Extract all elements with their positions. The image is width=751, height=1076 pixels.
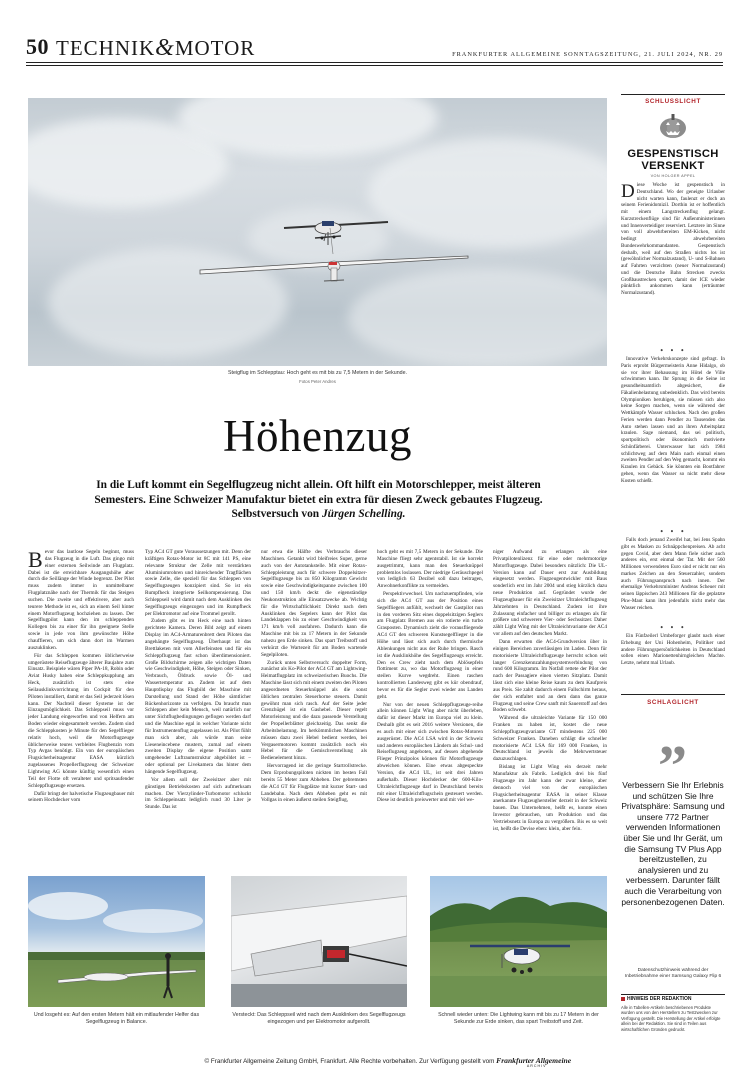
hinweis-rule bbox=[621, 994, 725, 995]
paragraph: iese Woche ist gespenstisch in Deutschland. Wo der geneigte Urlauber nicht warten kann, faulenzt er doch an seinem Ferienidomizil. Dorthin ist er hoffentlich mit einem Langstreckenflug gelangt. Kurzstreckenflüge sind für Außenministerinnen und Innenverteidiger reserviert. Letztere im Sinne von voll abwehrbereiten EM-Kicken, nicht bedingt abwehrbereiten Bundeswehrkommandanten. Gespenstisch deshalb, weil auf den Straßen nichts los ist (gewöhnlicher Normalzustand), U- und S-Bahnen auf Fahrten verzichten (neuer Normalzustand) und die Deutsche Bahn Strecken zwecks Großbaustrecken sperrt, damit der ICE wieder pünktlich ankommen kann (erträumter Normalzustand). bbox=[621, 182, 725, 296]
drop-cap: B bbox=[28, 549, 43, 572]
quote-icon: „ bbox=[658, 703, 688, 768]
paragraph: Falls doch jemand Zweifel hat, bei Jens Spahn gibt es Masken zu Schnäppchenpreisen. Ab acht gegen Covid, aber dem Mann fiele sicher auch anderes ein, erst einmal der Tat. Mit der 560 Millionen verwendeten Euro sind er nicht nur ein markes Zeichen an den Steuerzahler, sondern auch Führungsanspruch nach innen. Der ehemalige Verkehrsminister Andreas Scheuer mit seinen läppischen 243 Millionen für die geplatzte Pkw-Maut kann ihm jedenfalls nicht mehr das Wasser reichen. bbox=[621, 537, 725, 611]
article-teaser bbox=[70, 478, 567, 522]
footer-text: © Frankfurter Allgemeine Zeitung GmbH, Frankfurt. Alle Rechte vorbehalten. Zur Verfügung gestellt vom bbox=[204, 1058, 495, 1065]
tow-hook-graphic bbox=[231, 876, 407, 1007]
paragraph: hoch geht es mit 7,5 Metern in der Sekunde. Die Maschine fliegt sehr agentstabil. Ist sie korrekt ausgetrimmt, kann man den Steuerknüppel problemlos loslassen. Der niedrige Geräuschpegel von lediglich 63 Dezibel soll dazu beitragen, Anwohnerkonflikte zu vermeiden. bbox=[377, 549, 483, 590]
paragraph: Ein Fünfzeilerl Umbeforger glaubt nach einer Erhebung der Uni Hohenheim, Politiker und andere Führungspersönlichkeiten in Deutschland sollen einen Marionettenhirngleichen Machte. Letzte, nehmt mal Urlaub. bbox=[621, 633, 725, 666]
sidebar-rule bbox=[621, 94, 725, 95]
sidebar-column-c bbox=[621, 537, 725, 625]
paragraph: Zurück unten Selbstversuch: doppelter Form, zunächst als Ko-Pilot der AC4 GT am Lightwing-Heimatflugplatz im schweizerischen Buochs. Die Maschine lässt sich mit einem zweiten den Piloten angeordneten Steuerknüppel als die sonst üblichen zentralen Steuerhorne steuern. Damit gewöhnt man sich rasch. Auf der Seite jeder Grenzhügel ist ein Gashebel. Dieser regelt Motorleistung und die dazu passende Verstellung der Propellerblätter gleichzeitig. Das senkt die Arbeitsbelastung. Im herkömmlichen Maschinen müssen dazu zwei Hebel bedient werden, bei Vergasermotoren kommt zusätzlich noch ein Hebel für die Gemischverstellung als Bedienelement hinzu. bbox=[261, 659, 367, 762]
schlaglicht-source: Datenschutzhinweis während der Inbetriebnahme einer Samsung Galaxy Flip 6 bbox=[624, 968, 722, 979]
header-rule-thin bbox=[26, 65, 723, 66]
article-headline: Höhenzug bbox=[223, 411, 412, 461]
schlaglicht-kicker: SCHLAGLICHT bbox=[647, 699, 699, 706]
header-rule bbox=[26, 62, 723, 63]
photo-glider-launch bbox=[28, 876, 205, 1007]
separator: • • • bbox=[659, 347, 687, 355]
separator: • • • bbox=[659, 624, 687, 632]
teaser-lead: In die Luft kommt ein Segelflugzeug nicht allein. Oft hilft ein Motorschlepper, meist älteren Semesters. Eine Schweizer Manufaktur bietet ein extra für diesen Zweck gebautes Flugzeug. Selbstversuch von bbox=[94, 479, 543, 521]
photo-caption: Schnell wieder unten: Die Lightwing kann mit bis zu 17 Metern in der Sekunde zur Erde sinken, das spart Treibstoff und Zeit. bbox=[438, 1012, 599, 1025]
paragraph: Innovative Verkehrskonzepte sind gefragt. In Paris erprobt Bürgermeisterin Anne Hidalgo, ob sie vor ihrer Behausung im Hôtel de Ville schwimmen kann. Ihr Sprung in die Seine ist gesundheitsamtlich abgesichert, die Fäkalienbelastung unbedenklich. Das wird bereits Olympioniken beruhigen, sie müssen sich also keine Sorgen machen, wenn sie während der Wettkämpfe Wasser schlucken. Nach den großen Ferien werden dann Pendler zu Tausenden das Auto stehen lassen und an ihren Arbeitsplatz kraulen. Sage niemand, das sei politisch, sportpolitisch oder ökonomisch motivierte Schönfärberei. Unterwasser hat sich 1984 schlichtweg auf dem Main nach einmal einen zweiten Pendler auf den Weg gemacht, kommt ein Kraulen im Gebäck. Sie könnten ein Bootfahrer gehen, wenn das Wasser so nicht mehr diese Kosten schießt. bbox=[621, 356, 725, 484]
hinweis-square-icon bbox=[621, 997, 625, 1001]
main-photo-credit: Fotos Peter Andres bbox=[299, 379, 336, 384]
teaser-author: Jürgen Schelling. bbox=[321, 508, 406, 521]
photo-caption: Und losgeht es: Auf den ersten Metern hält ein mitlaufender Helfer das Segelflugzeug in Balance. bbox=[33, 1012, 200, 1025]
section-title-b: MOTOR bbox=[174, 36, 256, 60]
hinweis-heading bbox=[621, 996, 725, 1002]
paragraph: niger Aufwand zu erlangen als eine Privatpilotenlizenz für eine oder mehrmotorige Motorflugzeuge. Dabei besonders nützlich: Die UL-Version kann auf Dauer erst zur Ausbildung eingesetzt werden. Flugzeugentwickler mit Baus sonderlich erst im Jahr 2004 und stieg kürzlich dazu neue Produktion auf. Gegründet wurde der Flugzeugbauer für ein Zweisitzer Ultraleichtflugzeug Jahrzehnten in Deutschland. Zudem ist ihre Zulassung einfacher und billiger zu erlangen als für größere und schwerere Vier- oder Sechssitzer. Daher zählt Light Wing mit der Ultraleichtvariante der AC4 vor allem auf den deutschen Markt. bbox=[493, 549, 607, 638]
article-column-1 bbox=[28, 549, 134, 863]
hinweis-title: HINWEIS DER REDAKTION bbox=[627, 996, 692, 1002]
glider bbox=[200, 256, 468, 281]
sidebar-kicker: SCHLUSSLICHT bbox=[645, 98, 701, 105]
faz-logo: Frankfurter Allgemeine bbox=[496, 1056, 572, 1065]
section-title-a: TECHNIK bbox=[56, 36, 156, 60]
faz-archiv-label: ARCHIV bbox=[526, 1064, 547, 1068]
paragraph: Während die ultraleichte Variante für 150 000 Franken zu haben ist, kostet die neue Schleppflugzeugvariante GT mindestens 225 000 Schweizer Franken. Daneben schlägt die schneller motorisierte AC4 LSA für 169 000 Franken, in Deutschland ist jeweils die Mehrwertsteuer dazuzuschlagen. bbox=[493, 715, 607, 763]
photo-lightwing-landing bbox=[430, 876, 607, 1007]
schlaglicht-quote: Verbessern Sie Ihr Erlebnis und schützen Sie Ihre Privatsphäre: Samsung und unsere 772 Partner verwenden Informationen über Sie und Ihr Gerät, um die Samsung TV Plus App bereitzustellen, zu analysieren und zu verbessern. Darunter fällt auch die Verarbeitung von personenbezogenen Daten. bbox=[621, 780, 725, 907]
tow-plane bbox=[284, 221, 388, 254]
sidebar-title: GESPENSTISCH VERSENKT bbox=[627, 148, 719, 172]
photo-tow-hook bbox=[231, 876, 407, 1007]
article-column-5 bbox=[493, 549, 607, 863]
paragraph: evor das lautlose Segeln beginnt, muss das Flugzeug in die Luft. Das gingo mit einer externen Seilwinde am Flugplatz. Dabei ist die erreichbare Ausgangshöhe aber durch die Seillänge der Winde begrenzt. Der Pilot muss zudem immer in unmittelbarer Flugplatznähe nach der Thermik für das Steigen suchen. Die zweite und effektivere, aber auch teurere Methode ist es, sich an einem Seil hinter einem Motorflugzeug hochziehen zu lassen. Der Segelflugpilot kann den im schleppenden Kollegen bis zu einer für ihn geeignete Stelle sowie in jede von ihm gewünschte Höhe chauffieren, um sich dann dort im Warmen auszuklinken. bbox=[28, 549, 134, 651]
paragraph: Dann erwarten die AC4-Grundversion über in einigen Bereichen zuverlässigen im Laden. Denn für motorisierte Ultraleichtflugzeuge herrscht schon seit langer Grenzkennzahlungssystemverbindung von rund 600 Kilogramm. Im Notfall rettete der Pilot der nach der Passagiere einen vierten Sitzplatz. Damit lässt sich eine kleine Reise kaum zu dem Kaufpreis aus Preis. Sie zahlt dadurch einem Fallschirm heraus, der sich entfaltet und an dem dann das ganze Flugzeug und seine Crew sanft mit Sauerstoff auf den Boden schwebt. bbox=[493, 638, 607, 714]
masthead-dateline: FRANKFURTER ALLGEMEINE SONNTAGSZEITUNG, 21. JULI 2024, NR. 29 bbox=[452, 51, 723, 58]
glider-launch-graphic bbox=[28, 876, 205, 1007]
paragraph: Zudem gibt es im Heck eine nach hinten gerichtete Kamera. Deren Bild zeigt auf einem Display im AC4-Armaturenbrett dem Piloten das angehängte Segelflugzeug. Überhaupt ist das Brettlaketen mit vom Allerfeinsten und für ein Schleppflugzeug fast schon überdimensioniert. Große Bildschirme zeigen alle wichtigen Daten wie Geschwindigkeit, Höhe, Steigen oder Sinken, Verbrauch, Öldruck sowie Öl- und Wassertemperatur an. Zudem ist auf dem Hauptdisplay das Flugbild der Maschine mit Darstellung und Stand der Höhe sämtlicher Rückenhorizonte zu verfolgen. Da braucht man Schleppen aber kein Mensch, weil natürlich nur unter Sichtflugbedingungen geflogen werden darf und die Maschine egal in welcher Variante nicht für Instrumentenflug zugelassen ist. Als Pilot fühlt man sich aber, als würde man seine Lieseneincebene mustern, zumal auf einem zweiten Display die eigene Position samt umgebender Luftraumstruktur abgebildet ist – oder optional per Livekamera das hinter dem hängende Segelflugzeug. bbox=[145, 618, 251, 775]
main-photo bbox=[28, 98, 607, 366]
main-photo-caption: Steigflug im Schlepptau: Hoch geht es mit bis zu 7,5 Metern in der Sekunde. bbox=[227, 370, 408, 376]
sidebar-column-a bbox=[621, 182, 725, 348]
paragraph: Bislang ist Light Wing ein derzeit mehr Manufaktur als Fabrik. Lediglich drei bis fünf Flugzeuge im Jahr kann der zwar kleine, aber dennoch viel von der europäischen Flugsicherheitsagentur EASA in seiner Klasse anerkannte Flugzeughersteller derzeit in der Schweiz bauen. Das Unternehmen, heißt es, konnte einen Investor gebrauchen, um Produktion und das Vertriebsnetz in Europa zu vergrößern. Bis es so weit ist, heißt die Devise eben: klein, aber fein. bbox=[493, 764, 607, 832]
aircraft-graphic bbox=[28, 98, 607, 366]
sidebar-byline: VON HOLGER APPEL bbox=[650, 174, 696, 178]
paragraph: Dafür bringt der halvetische Flugzeugbauer mit seinem Hochdecker vom bbox=[28, 790, 134, 804]
article-column-3 bbox=[261, 549, 367, 863]
footer bbox=[0, 1056, 751, 1068]
paragraph: Perspektivwechsel. Um nachzuempfinden, wie sich die AC4 GT aus der Position eines Segelfliegers anfühlt, wechselt der Gastpilot nun in den vorderen Sitz eines doppelsitzigen Seglers am Flugplatz Bremen aus ein rotierte ein turbo Grasposten. Dynamisch zieht die vorausfliegende AC4 GT den schweren Kunstsegelflieger in die Höhe und lässt sich auch durch thermische Ablenkungen nicht aus der Ruhe bringen. Rasch ist die Ausklinkhöhe des Segelflugzeugs erreicht. Den es Crew zieht nach dem Ablösepfeln flottiment zu, wo das Motorflugzeug in einer steilen Kurve wegdreht. Einen raschen kontrollierten Landesweg gibt es kür obendrauf, bevor es für die Segler zwei wieder ans Landen geht. bbox=[377, 591, 483, 700]
paragraph: Nur von der neuen Schleppflugzeuge-reihe allein können Light Wing aber nicht überleben, dafür ist dieser Markt im Europa viel zu klein. Deshalb gibt es seit 2016 weitere Versionen, die es auch mit einer sich zwischen Rotax-Motoren ausgerüstet. Die AC4 LSA wird in der Schweiz und anderen europäischen Ländern als Schul- und Reiseflugzeug angeboten, auf dessen abgehende Flieger Prinzipolos können für Motorflugzeuge abweichen können. Eine etwas abgespeckte Version, die AC4 UL, ist seit drei Jahren außerhalb. Dieser Hochdecker der 600-Kilo-Ultraleichtflugzeuge darf in Deutschland bereits mit einer Ultraleichtflugschein gesteuert werden. Diese ist deutlich preiswerter und mit viel we- bbox=[377, 701, 483, 804]
lightwing-graphic bbox=[430, 876, 607, 1007]
pumpkin-icon bbox=[658, 110, 688, 140]
article-column-2 bbox=[145, 549, 251, 863]
photo-caption: Versteckt: Das Schleppseil wird nach dem Ausklinken des Segelflugzeugs eingezogen und per Elektromotor aufgerollt. bbox=[232, 1012, 406, 1025]
page-number: 50 bbox=[26, 34, 49, 59]
sidebar-drop-cap: D bbox=[621, 182, 635, 202]
paragraph: Vor allem soll der Zweisitzer aber mit günstigen Betriebskosten auf sich aufmerksam machen. Der Vierzylinder-Turbomotor schluckt im Schleppeinsatz lediglich rund 30 Liter je Stunde. Das ist bbox=[145, 776, 251, 811]
paragraph: nur etwa die Hälfte des Verbrauchs dieser Maschinen. Getankt wird bleifreies Super, gerne auch von der Autotankstelle. Mit einer Rotax-Schleppleistung auch für schwere Doppelsitzer-Segelflugzeuge bis zu 850 Kilogramm Gewicht sowie eine Geschwindigkeitspanne zwischen 100 und 150 km/h deckt die eigenständige Neukonstruktion alle Einsatzzwecke ab. Wichtig für die Wirtschaftlichkeit: Direkt nach dem Ausklinken des Segelers kann der Pilot das Landeklappen bis zu einer Geschwindigkeit von 171 km/h voll ausfahren. Dadurch kann die Maschine mit bis zu 17 Metern in der Sekunde nahezu gen Erde sinken. Das spart Treibstoff und verkürzt die Wartezeit für am Boden wartende Segelpiloten. bbox=[261, 549, 367, 658]
section-title bbox=[56, 35, 255, 62]
sidebar-column-b bbox=[621, 356, 725, 528]
separator: • • • bbox=[659, 528, 687, 536]
hinweis-text: Alle in Tabellen-Artikeln beschriebenen Produkte wurden uns von den Herstellern zu Testzwecken zur Verfügung gestellt. Die Herstellung der Artikel erfolgte allein bei der Redaktion. Sie sind in Teilen aus wirtschaftlichen Gründen gedruckt. bbox=[621, 1005, 721, 1032]
schlaglicht-rule bbox=[621, 694, 725, 695]
paragraph: Für das Schleppen kommen üblicherweise umgerüstete Reiseflugzeuge älterer Baujahre zum Einsatz. Beispiele wären Piper PA-18, Robin oder Aviat Husky haben eine Schleppkupplung am Heck, zusätzlich ist stets eine Seilausklinkvorrichtung im Cockpit für den Piloten installiert, damit er das Seil jederzeit lösen kann. Der Nachteil dieser Systeme ist der Einzugsmöglichkeit. Das Schleppseil muss vor jeder Landung eingeworfen und von Helfern am Boden wieder eingesammelt werden. Zudem sind die Schleppkosten je Minute für den Segelflieger relativ hoch, weil die Motorflugzeuge üblicherweise teures verbleites Flugbenzin vom Typ Avgas benötigt. Ein von der europäischen Flugsicherheitsagentur EASA kürzlich zugelassenes Propellerflugzeug der Schweizer Lightwing AG könnte künftig wesentlich einen Teil der Flotte oft veralteter und spritsaufender Schleppflugzeuge ersetzen. bbox=[28, 652, 134, 789]
paragraph: Typ AC4 GT gute Voraussetzungen mit. Denn der kräftigen Rotax-Motor ist 8C mit 141 PS, eine relevante Struktur der Zelle mit verstärkten Aluminiumrohren und hinreichender Tragflächen sowie Zelle, die speziell für das Schleppen von Segelflugzeugen konzipiert sind. So ist ein Rumpfheck integrierte Seilkompensierung. Das Schleppseil wird damit nach dem Ausklinken des Segelflugzeugs eingezogen und im Rumpfheck per Elektromotor auf eine Trommel gerollt. bbox=[145, 549, 251, 617]
paragraph: Hervorragend ist die geringe Startrollstrecke. Dem Erprobungspiloten nickten im besten Fall bereits 55 Meter zum Abheben. Der gebremsten die AC4 GT für Flugplätze mit kurzer Start- und Landebahn. Nach dem Abheben geht es mit Vollgas in einen äußerst steilen Steigflug, bbox=[261, 763, 367, 804]
section-title-amp: & bbox=[155, 35, 175, 61]
article-column-4 bbox=[377, 549, 483, 863]
sidebar-column-d bbox=[621, 633, 725, 693]
